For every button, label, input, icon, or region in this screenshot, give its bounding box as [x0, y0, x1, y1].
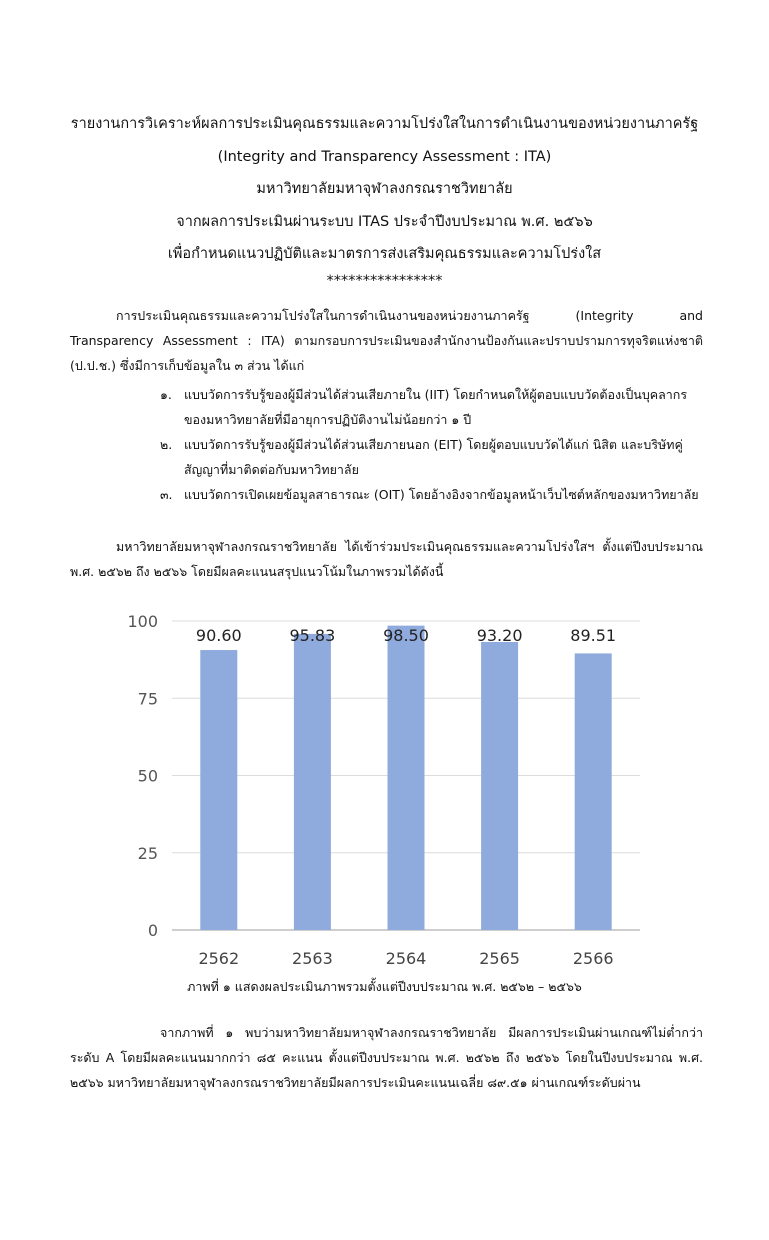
- list-text: แบบวัดการรับรู้ของผู้มีส่วนได้ส่วนเสียภายใน (IIT) โดยกำหนดให้ผู้ตอบแบบวัดต้องเป็นบุคลากรของมหาวิทยาลัยที่มีอายุการปฏิบัติงานไม่น้อยกว่า ๑ ปี: [184, 387, 688, 427]
- list-item: [160, 432, 705, 482]
- participation-paragraph: [70, 534, 703, 584]
- list-text: แบบวัดการเปิดเผยข้อมูลสาธารณะ (OIT) โดยอ้างอิงจากข้อมูลหน้าเว็บไซต์หลักของมหาวิทยาลัย: [184, 487, 699, 502]
- chart-svg: [110, 605, 660, 975]
- list-number: ๑.: [160, 387, 172, 402]
- x-tick-label: 2566: [572, 949, 614, 968]
- y-tick-label: 50: [137, 766, 158, 786]
- y-tick-label: 25: [137, 843, 158, 863]
- x-tick-label: 2564: [385, 949, 427, 968]
- conclusion-paragraph: [70, 1020, 703, 1095]
- list-number: ๓.: [160, 487, 173, 502]
- x-tick-label: 2562: [198, 949, 240, 968]
- bar: [481, 642, 518, 930]
- y-tick-label: 100: [127, 612, 158, 631]
- list-text: แบบวัดการรับรู้ของผู้มีส่วนได้ส่วนเสียภายนอก (EIT) โดยผู้ตอบแบบวัดได้แก่ นิสิต และบริษัทคู่สัญญาที่มาติดต่อกับมหาวิทยาลัย: [184, 437, 683, 477]
- title-line-2: (Integrity and Transparency Assessment : ITA): [217, 148, 552, 165]
- data-label: 95.83: [289, 626, 336, 645]
- bar: [200, 650, 237, 930]
- list-item: [160, 382, 705, 432]
- data-label: 89.51: [570, 626, 617, 645]
- intro-text: การประเมินคุณธรรมและความโปร่งใสในการดำเนินงานของหน่วยงานภาครัฐ (Integrity and Transparency Assessment : ITA) ตามกรอบการประเมินของสำนักงานป้องกันและปราบปรามการทุจริตแห่งชาติ (ป.ป.ช.) ซึ่งมีการเก็บข้อมูลใน ๓ ส่วน ได้แก่: [70, 308, 703, 373]
- ita-score-chart: [110, 605, 660, 975]
- x-tick-label: 2563: [292, 949, 333, 968]
- list-item: [160, 482, 705, 507]
- data-label: 93.20: [476, 626, 523, 645]
- bar: [388, 626, 425, 930]
- report-title: [0, 108, 769, 291]
- y-tick-label: 0: [147, 921, 158, 940]
- data-label: 90.60: [195, 626, 242, 645]
- data-label: 98.50: [383, 626, 429, 645]
- conclusion-text: จากภาพที่ ๑ พบว่ามหาวิทยาลัยมหาจุฬาลงกรณราชวิทยาลัย มีผลการประเมินผ่านเกณฑ์ไม่ต่ำกว่าระดับ A โดยมีผลคะแนนมากกว่า ๘๕ คะแนน ตั้งแต่ปีงบประมาณ พ.ศ. ๒๕๖๒ ถึง ๒๕๖๖ โดยในปีงบประมาณ พ.ศ. ๒๕๖๖ มหาวิทยาลัยมหาจุฬาลงกรณราชวิทยาลัยมีผลการประเมินคะแนนเฉลี่ย ๘๙.๕๑ ผ่านเกณฑ์ระดับผ่าน: [70, 1025, 703, 1090]
- participation-text: มหาวิทยาลัยมหาจุฬาลงกรณราชวิทยาลัย ได้เข้าร่วมประเมินคุณธรรมและความโปร่งใสฯ ตั้งแต่ปีงบประมาณ พ.ศ. ๒๕๖๒ ถึง ๒๕๖๖ โดยมีผลคะแนนสรุปแนวโน้มในภาพรวมได้ดังนี้: [70, 539, 703, 579]
- x-tick-label: 2565: [479, 949, 520, 968]
- title-line-5: เพื่อกำหนดแนวปฏิบัติและมาตรการส่งเสริมคุณธรรมและความโปร่งใส: [167, 246, 602, 262]
- bar: [294, 634, 331, 930]
- title-line-1: รายงานการวิเคราะห์ผลการประเมินคุณธรรมและความโปร่งใสในการดำเนินงานของหน่วยงานภาครัฐ: [70, 116, 699, 132]
- list-number: ๒.: [160, 437, 173, 452]
- assessment-list: [160, 382, 705, 507]
- bar: [575, 653, 612, 930]
- title-stars: ****************: [326, 272, 443, 289]
- figure-caption: ภาพที่ ๑ แสดงผลประเมินภาพรวมตั้งแต่ปีงบประมาณ พ.ศ. ๒๕๖๒ – ๒๕๖๖: [187, 979, 582, 994]
- y-tick-label: 75: [137, 689, 158, 709]
- title-line-4: จากผลการประเมินผ่านระบบ ITAS ประจำปีงบประมาณ พ.ศ. ๒๕๖๖: [176, 213, 593, 230]
- title-line-3: มหาวิทยาลัยมหาจุฬาลงกรณราชวิทยาลัย: [256, 181, 513, 197]
- intro-paragraph: [70, 303, 703, 378]
